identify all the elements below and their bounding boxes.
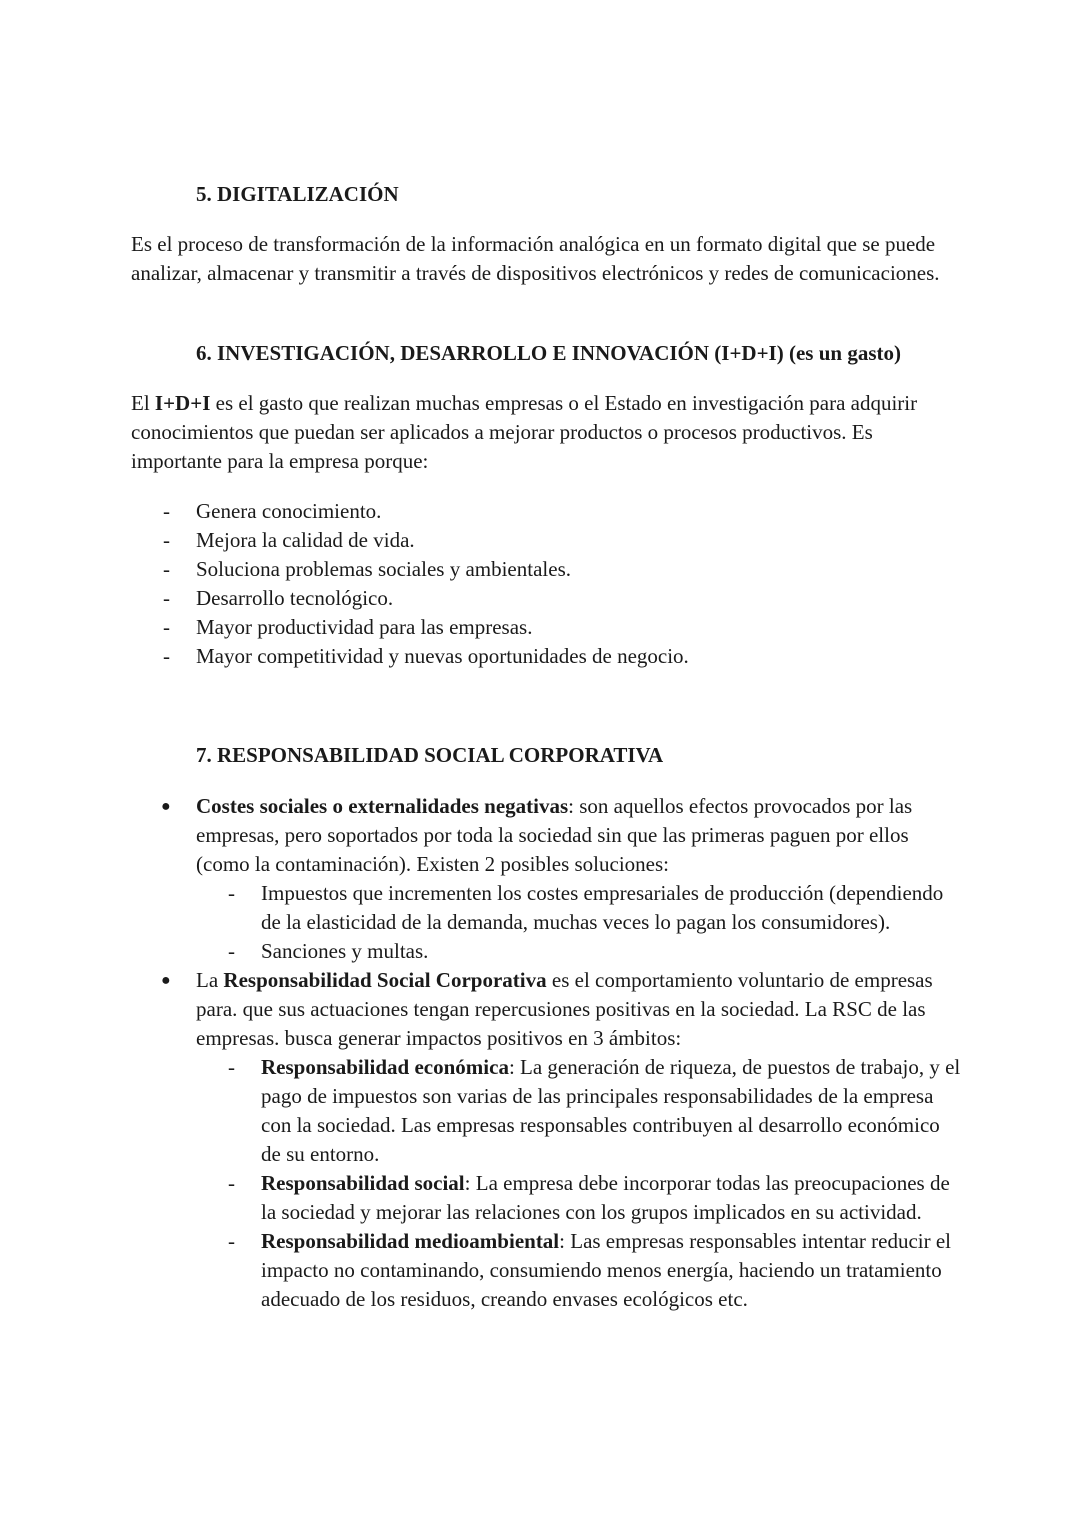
dash-marker: - <box>228 1055 235 1079</box>
bullet-2-bold: Responsabilidad Social Corporativa <box>223 968 547 992</box>
sub-item-text: : La generación de riqueza, de puestos de trabajo, y el pago de impuestos son varias de las principales responsabilidades de la empresa con la sociedad. Las empresas responsables contribuyen al desarrollo económico de su entorno. <box>261 1055 961 1166</box>
list-item <box>131 613 689 642</box>
list-item-text: Mejora la calidad de vida. <box>196 528 415 552</box>
bullet-marker: ● <box>161 798 171 815</box>
sub-item-bold: Responsabilidad medioambiental <box>261 1229 560 1253</box>
sub-item-text: Sanciones y multas. <box>261 939 429 963</box>
dash-marker: - <box>228 1171 235 1195</box>
section-7-heading: 7. RESPONSABILIDAD SOCIAL CORPORATIVA <box>196 743 664 767</box>
section-5-heading: 5. DIGITALIZACIÓN <box>196 182 399 206</box>
section-5-paragraph: Es el proceso de transformación de la información analógica en un formato digital que se puede analizar, almacenar y transmitir a través de dispositivos electrónicos y redes de comunicaciones. <box>131 232 940 285</box>
dash-marker: - <box>163 615 170 639</box>
section-6-intro-pre: El <box>131 391 155 415</box>
bullet-item-rsc <box>131 966 961 1314</box>
list-item <box>131 584 689 613</box>
bullet-1-sublist <box>196 879 961 966</box>
section-6-list <box>131 497 689 671</box>
section-6-intro <box>131 389 961 476</box>
dash-marker: - <box>163 528 170 552</box>
sub-item-bold: Responsabilidad social <box>261 1171 465 1195</box>
bullet-1-text: : son aquellos efectos provocados por las empresas, pero soportados por toda la sociedad sin que las primeras paguen por ellos (como la contaminación). Existen 2 posibles soluciones: <box>196 794 913 876</box>
section-7-list <box>131 792 961 1314</box>
list-item <box>131 526 689 555</box>
bullet-marker: ● <box>161 972 171 989</box>
bullet-2-text: es el comportamiento voluntario de empresas para. que sus actuaciones tengan repercusiones positivas en la sociedad. La RSC de las empresas. busca generar impactos positivos en 3 ámbitos: <box>196 968 933 1050</box>
dash-marker: - <box>163 586 170 610</box>
bullet-item-externalities <box>131 792 961 966</box>
sub-item-text: Impuestos que incrementen los costes empresariales de producción (dependiendo de la elasticidad de la demanda, muchas veces lo pagan los consumidores). <box>261 881 944 934</box>
list-item <box>131 497 689 526</box>
bullet-2-pre: La <box>196 968 224 992</box>
sub-list-item <box>196 1227 961 1314</box>
section-6-intro-post: es el gasto que realizan muchas empresas o el Estado en investigación para adquirir conocimientos que puedan ser aplicados a mejorar productos o procesos productivos. Es importante para la empresa porque: <box>131 391 918 473</box>
sub-list-item <box>196 937 961 966</box>
list-item-text: Genera conocimiento. <box>196 499 382 523</box>
bullet-1-bold: Costes sociales o externalidades negativas <box>196 794 569 818</box>
list-item-text: Soluciona problemas sociales y ambientales. <box>196 557 571 581</box>
dash-marker: - <box>163 644 170 668</box>
sub-item-bold: Responsabilidad económica <box>261 1055 509 1079</box>
dash-marker: - <box>163 557 170 581</box>
sub-list-item <box>196 1053 961 1169</box>
list-item <box>131 642 689 671</box>
sub-item-text: : La empresa debe incorporar todas las preocupaciones de la sociedad y mejorar las relaciones con los grupos implicados en su actividad. <box>261 1171 950 1224</box>
dash-marker: - <box>228 939 235 963</box>
list-item-text: Mayor competitividad y nuevas oportunidades de negocio. <box>196 644 689 668</box>
sub-list-item <box>196 1169 961 1227</box>
list-item <box>131 555 689 584</box>
sub-item-text: : Las empresas responsables intentar reducir el impacto no contaminando, consumiendo menos energía, haciendo un tratamiento adecuado de los residuos, creando envases ecológicos etc. <box>261 1229 952 1311</box>
dash-marker: - <box>228 1229 235 1253</box>
dash-marker: - <box>228 881 235 905</box>
list-item-text: Mayor productividad para las empresas. <box>196 615 533 639</box>
list-item-text: Desarrollo tecnológico. <box>196 586 394 610</box>
bullet-2-sublist <box>196 1053 961 1314</box>
section-6-heading: 6. INVESTIGACIÓN, DESARROLLO E INNOVACIÓN (I+D+I) (es un gasto) <box>196 341 901 365</box>
dash-marker: - <box>163 499 170 523</box>
sub-list-item <box>196 879 961 937</box>
section-6-intro-bold: I+D+I <box>154 391 211 415</box>
